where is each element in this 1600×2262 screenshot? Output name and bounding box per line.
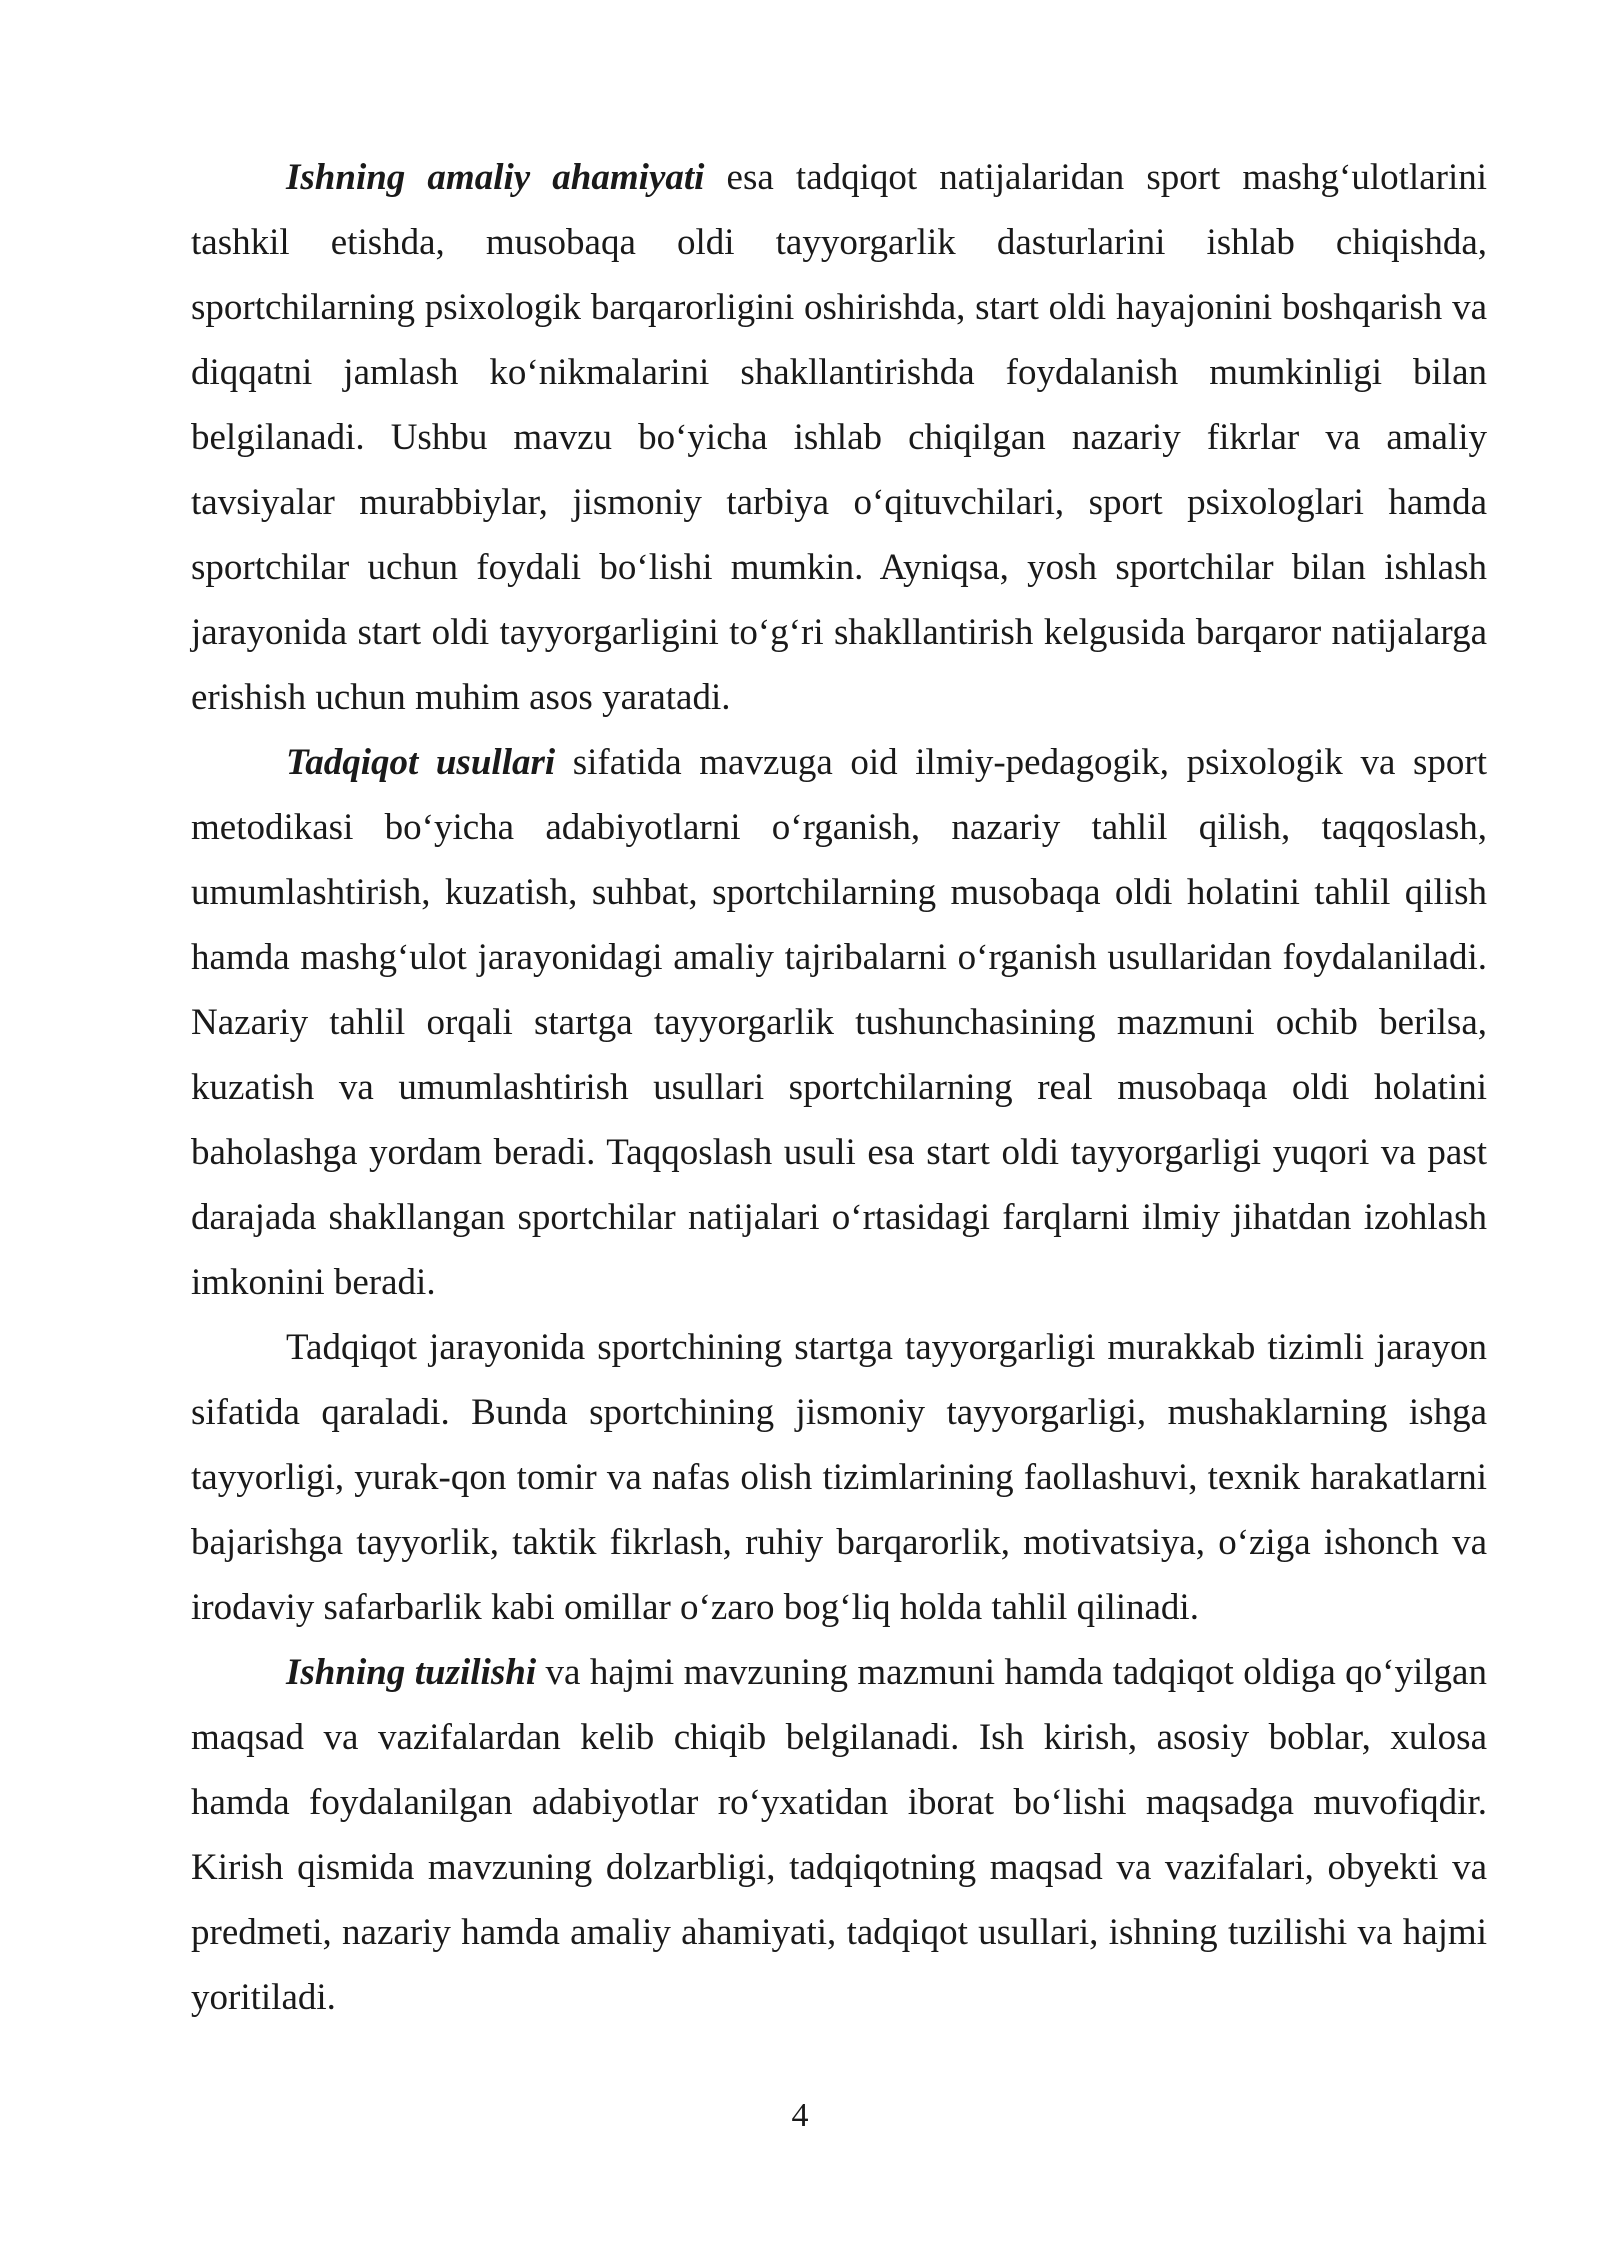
paragraph-lead: Tadqiqot usullari [286,742,556,783]
paragraph-lead: Ishning tuzilishi [286,1652,537,1693]
paragraph-research-process [191,1315,1487,1640]
paragraph-text: va hajmi mavzuning mazmuni hamda tadqiqot oldiga qo‘yilgan maqsad va vazifalardan kelib chiqib belgilanadi. Ish kirish, asosiy boblar, xulosa hamda foydalanilgan adabiyotlar ro‘yxatidan iborat bo‘lishi maqsadga muvofiqdir. Kirish qismida mavzuning dolzarbligi, tadqiqotning maqsad va vazifalari, obyekti va predmeti, nazariy hamda amaliy ahamiyati, tadqiqot usullari, ishning tuzilishi va hajmi yoritiladi. [191,1652,1487,2018]
page-number: 4 [791,2097,809,2134]
paragraph-text: Tadqiqot jarayonida sportchining startga tayyorgarligi murakkab tizimli jarayon sifatida qaraladi. Bunda sportchining jismoniy tayyorgarligi, mushaklarning ishga tayyorligi, yurak-qon tomir va nafas olish tizimlarining faollashuvi, texnik harakatlarni bajarishga tayyorlik, taktik fikrlash, ruhiy barqarorlik, motivatsiya, o‘ziga ishonch va irodaviy safarbarlik kabi omillar o‘zaro bog‘liq holda tahlil qilinadi. [191,1327,1487,1628]
paragraph-practical-significance [191,145,1487,730]
paragraph-lead: Ishning amaliy ahamiyati [286,157,705,198]
paragraph-text: sifatida mavzuga oid ilmiy-pedagogik, psixologik va sport metodikasi bo‘yicha adabiyotlarni o‘rganish, nazariy tahlil qilish, taqqoslash, umumlashtirish, kuzatish, suhbat, sportchilarning musobaqa oldi holatini tahlil qilish hamda mashg‘ulot jarayonidagi amaliy tajribalarni o‘rganish usullaridan foydalaniladi. Nazariy tahlil orqali startga tayyorgarlik tushunchasining mazmuni ochib berilsa, kuzatish va umumlashtirish usullari sportchilarning real musobaqa oldi holatini baholashga yordam beradi. Taqqoslash usuli esa start oldi tayyorgarligi yuqori va past darajada shakllangan sportchilar natijalari o‘rtasidagi farqlarni ilmiy jihatdan izohlash imkonini beradi. [191,742,1487,1303]
paragraph-work-structure [191,1640,1487,2030]
paragraph-research-methods [191,730,1487,1315]
paragraph-text: esa tadqiqot natijalaridan sport mashg‘ulotlarini tashkil etishda, musobaqa oldi tayyorgarlik dasturlarini ishlab chiqishda, sportchilarning psixologik barqarorligini oshirishda, start oldi hayajonini boshqarish va diqqatni jamlash ko‘nikmalarini shakllantirishda foydalanish mumkinligi bilan belgilanadi. Ushbu mavzu bo‘yicha ishlab chiqilgan nazariy fikrlar va amaliy tavsiyalar murabbiylar, jismoniy tarbiya o‘qituvchilari, sport psixologlari hamda sportchilar uchun foydali bo‘lishi mumkin. Ayniqsa, yosh sportchilar bilan ishlash jarayonida start oldi tayyorgarligini to‘g‘ri shakllantirish kelgusida barqaror natijalarga erishish uchun muhim asos yaratadi. [191,157,1487,718]
body-text [191,145,1487,2030]
